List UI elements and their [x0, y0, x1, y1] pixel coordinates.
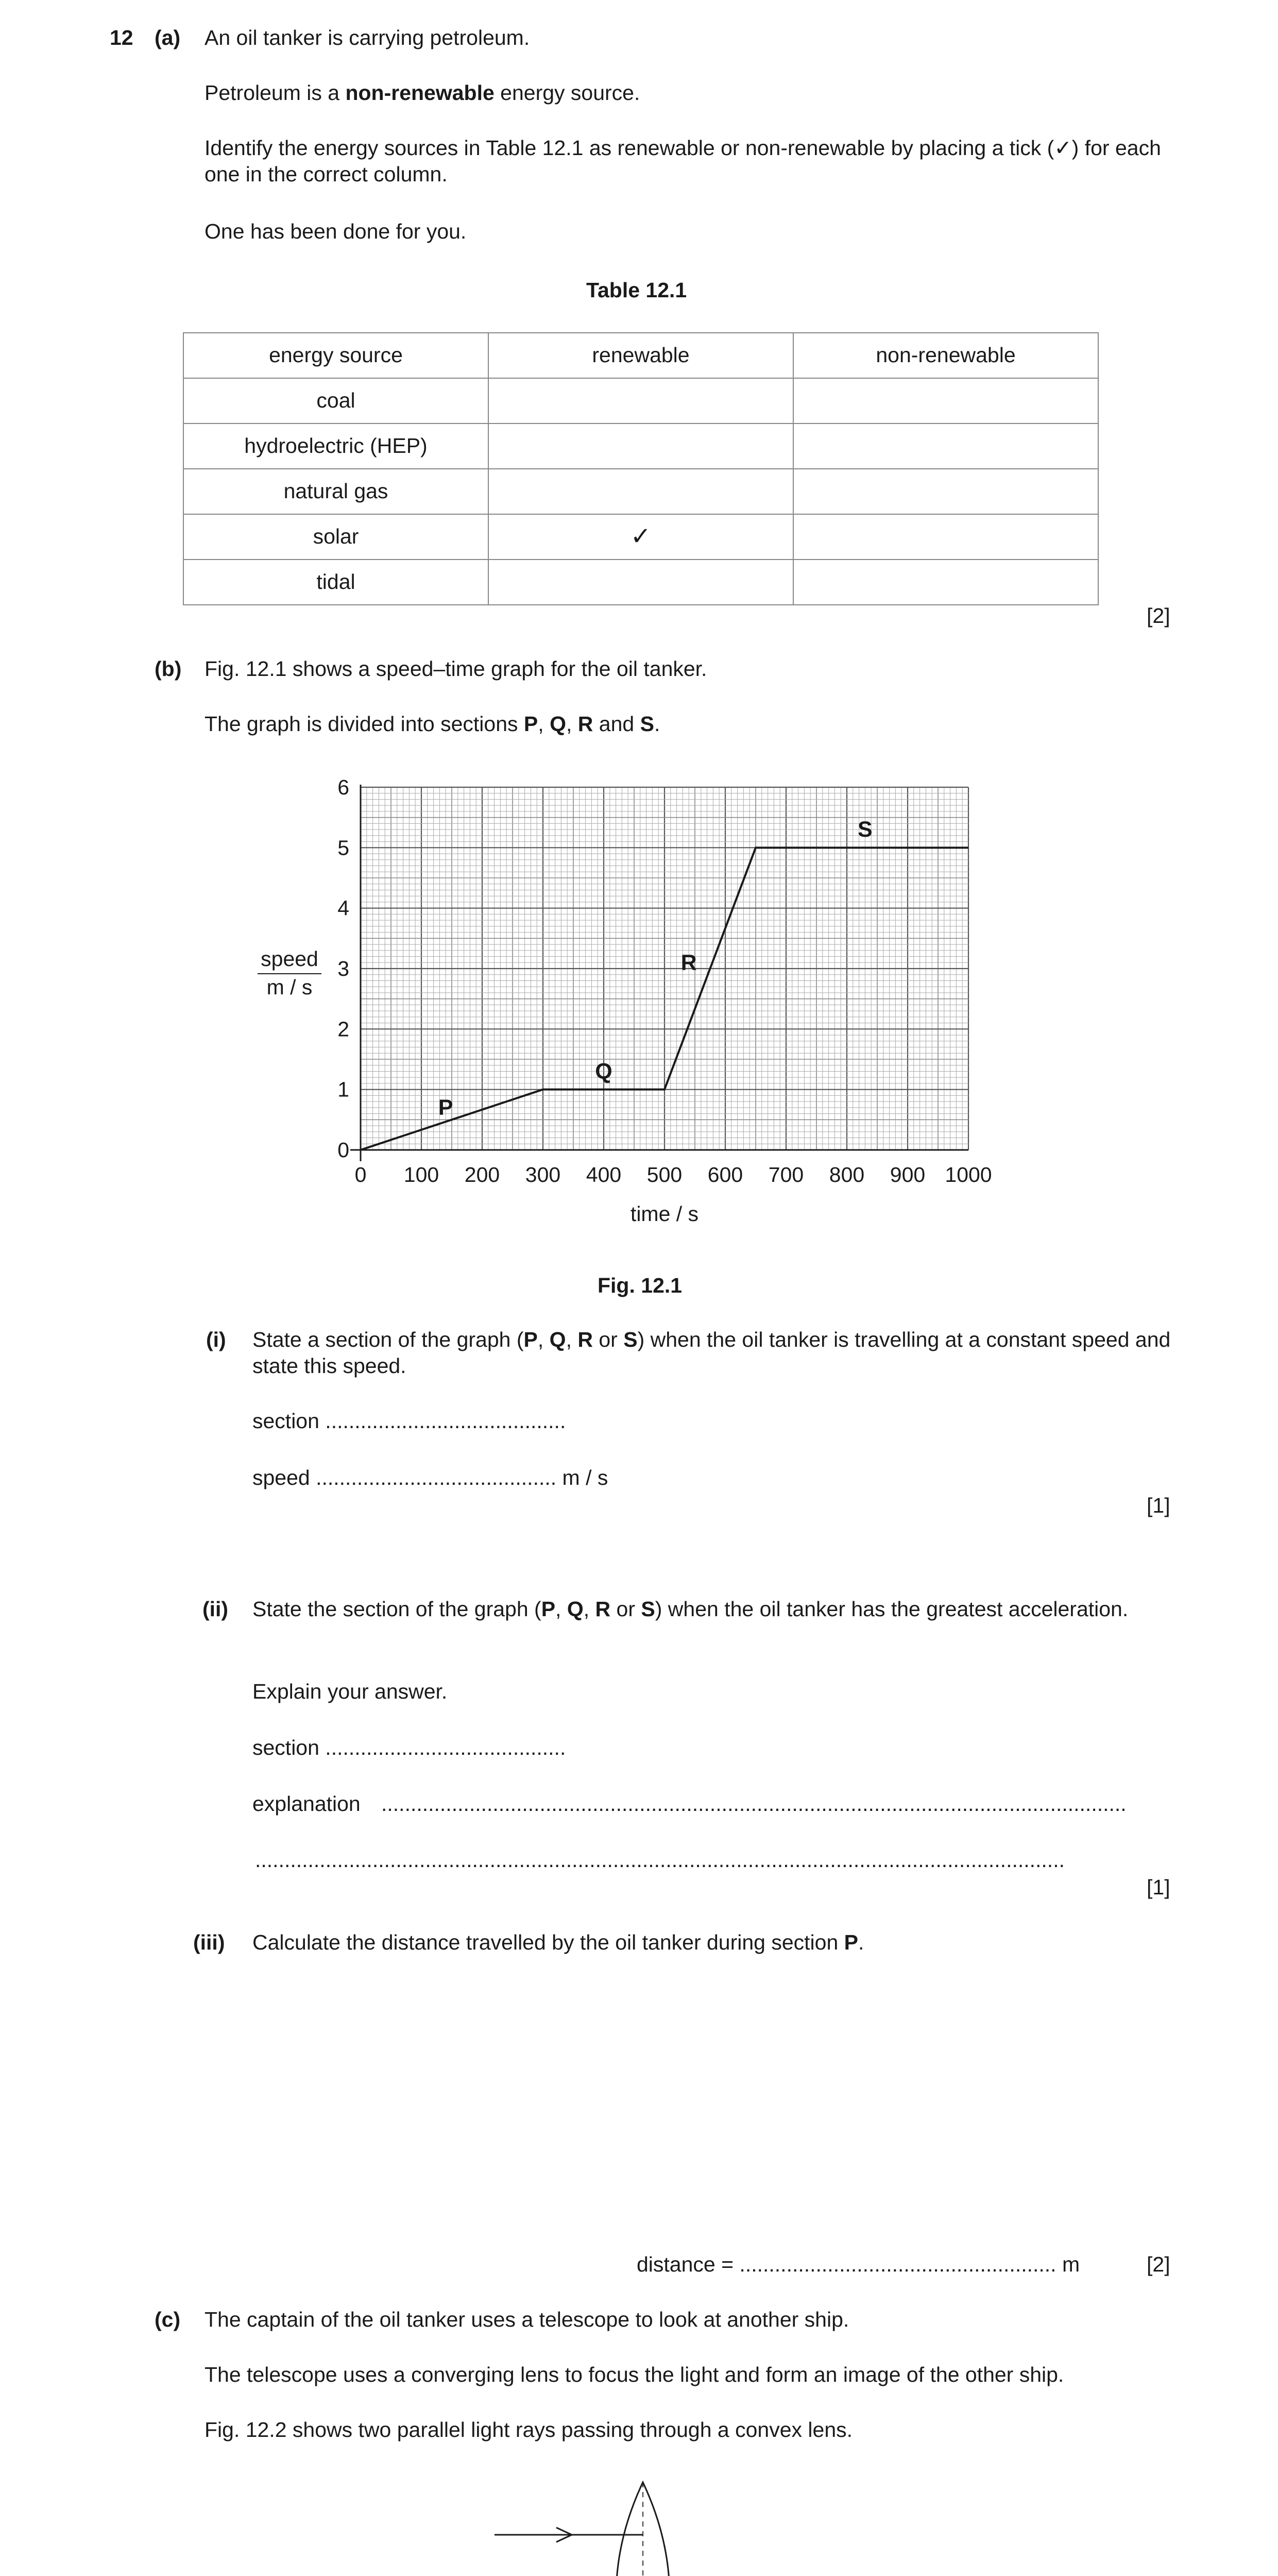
source-cell: natural gas [183, 469, 488, 514]
section-label-q: Q [595, 1059, 612, 1084]
b-i-speed-answer[interactable]: speed ......................................... m / s [252, 1466, 608, 1489]
y-tick-label: 2 [337, 1017, 349, 1041]
fig-12-1-caption: Fig. 12.1 [598, 1274, 683, 1297]
b-ii-explanation-line1[interactable]: ............................................................................................................................... [381, 1792, 1127, 1816]
y-axis-label-top: speed [261, 947, 318, 971]
section-label-s: S [858, 817, 873, 842]
x-axis-label: time / s [630, 1202, 699, 1226]
renewable-cell[interactable]: ✓ [488, 514, 793, 560]
b-iii-question: Calculate the distance travelled by the oil tanker during section P. [252, 1930, 864, 1954]
x-tick-label: 100 [403, 1163, 439, 1187]
x-tick-label: 1000 [945, 1163, 992, 1187]
b-iii-marks: [2] [1147, 2252, 1170, 2276]
header-energy-source: energy source [183, 333, 488, 378]
b-ii-question: State the section of the graph (P, Q, R or S) when the oil tanker has the greatest acceleration. [252, 1597, 1129, 1621]
x-tick-label: 700 [768, 1163, 804, 1187]
part-a-label: (a) [155, 26, 181, 49]
header-renewable: renewable [488, 333, 793, 378]
part-a-marks: [2] [1147, 604, 1170, 628]
b-ii-explanation-label: explanation [252, 1792, 361, 1816]
part-a-line2: Petroleum is a non-renewable energy source. [205, 81, 640, 105]
b-i-label: (i) [206, 1328, 226, 1351]
header-non-renewable: non-renewable [793, 333, 1098, 378]
b-i-marks: [1] [1147, 1494, 1170, 1517]
part-c-line3: Fig. 12.2 shows two parallel light rays passing through a convex lens. [205, 2418, 853, 2442]
x-tick-label: 300 [525, 1163, 561, 1187]
y-tick-label: 4 [337, 896, 349, 920]
x-tick-label: 400 [586, 1163, 622, 1187]
section-label-r: R [680, 950, 697, 975]
table-title: Table 12.1 [586, 278, 687, 302]
y-tick-label: 0 [337, 1138, 349, 1162]
y-tick-label: 5 [337, 836, 349, 860]
b-ii-label: (ii) [202, 1597, 229, 1621]
x-tick-label: 200 [464, 1163, 500, 1187]
source-cell: tidal [183, 560, 488, 605]
part-c-label: (c) [155, 2308, 181, 2331]
source-cell: hydroelectric (HEP) [183, 423, 488, 469]
b-ii-section-answer[interactable]: section ......................................... [252, 1736, 566, 1759]
y-axis-label-bottom: m / s [266, 975, 313, 999]
source-cell: coal [183, 378, 488, 423]
y-tick-label: 6 [337, 775, 349, 799]
part-a-instruction: Identify the energy sources in Table 12.1 as renewable or non-renewable by placing a tick (✓) for each one in the correct column. [205, 136, 1161, 187]
part-a-line1: An oil tanker is carrying petroleum. [205, 26, 530, 49]
x-tick-label: 500 [646, 1163, 683, 1187]
part-b-line1: Fig. 12.1 shows a speed–time graph for the oil tanker. [205, 657, 707, 681]
part-a-done-note: One has been done for you. [205, 219, 467, 243]
part-b-line2: The graph is divided into sections P, Q, R and S. [205, 712, 660, 736]
b-iii-label: (iii) [193, 1930, 225, 1954]
part-c-line2: The telescope uses a converging lens to focus the light and form an image of the other ship. [205, 2363, 1064, 2386]
part-b-label: (b) [155, 657, 182, 681]
x-tick-label: 600 [707, 1163, 743, 1187]
x-tick-label: 900 [890, 1163, 926, 1187]
part-c-line1: The captain of the oil tanker uses a telescope to look at another ship. [205, 2308, 849, 2331]
b-iii-distance-answer[interactable]: distance = ...................................................... m [637, 2252, 1080, 2276]
x-tick-label: 800 [829, 1163, 865, 1187]
b-i-question: State a section of the graph (P, Q, R or S) when the oil tanker is travelling at a constant speed and state this speed. [252, 1328, 1171, 1378]
b-ii-marks: [1] [1147, 1875, 1170, 1899]
question-number: 12 [110, 26, 133, 49]
b-ii-explain-prompt: Explain your answer. [252, 1680, 448, 1703]
source-cell: solar [183, 514, 488, 560]
x-tick-label: 0 [354, 1163, 367, 1187]
b-ii-explanation-line2[interactable]: .......................................................................................................................................... [255, 1848, 1065, 1872]
b-i-section-answer[interactable]: section ......................................... [252, 1409, 566, 1433]
section-label-p: P [438, 1095, 453, 1120]
y-tick-label: 1 [337, 1077, 349, 1101]
y-tick-label: 3 [337, 957, 349, 980]
